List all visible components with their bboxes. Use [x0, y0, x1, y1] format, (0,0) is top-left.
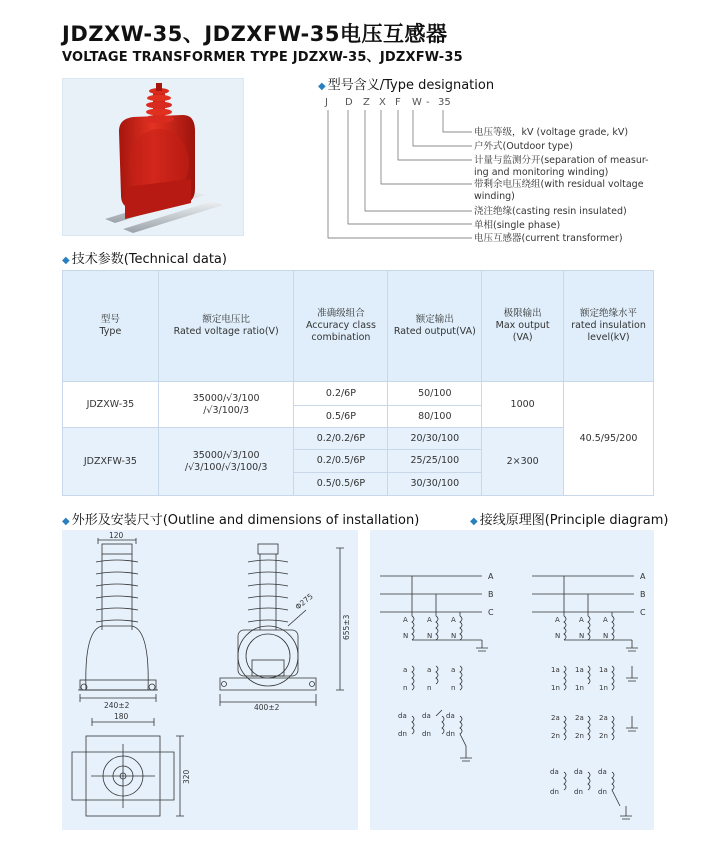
cell-ratio: 35000/√3/100 /√3/100/√3/100/3	[158, 428, 294, 496]
terminal-label: da	[550, 768, 559, 776]
terminal-label: N	[555, 632, 561, 640]
header-accuracy: 准确级组合 Accuracy class combination	[294, 271, 388, 382]
terminal-label: A	[451, 616, 456, 624]
terminal-label: dn	[574, 788, 583, 796]
cell-output: 80/100	[388, 406, 482, 428]
terminal-label: N	[427, 632, 433, 640]
dim-height: 655±3	[342, 614, 351, 640]
terminal-label: da	[422, 712, 431, 720]
terminal-label: 2a	[551, 714, 560, 722]
phase-label-c-right: C	[640, 608, 646, 617]
header-type: 型号 Type	[63, 271, 159, 382]
terminal-label: 2n	[599, 732, 608, 740]
terminal-label: n	[403, 684, 408, 692]
cell-max-output: 2×300	[482, 428, 564, 496]
terminal-label: 2n	[551, 732, 560, 740]
terminal-label: a	[403, 666, 408, 674]
code-letter: F	[395, 97, 401, 108]
terminal-label: A	[579, 616, 584, 624]
terminal-label: n	[427, 684, 432, 692]
header-output: 额定输出 Rated output(VA)	[388, 271, 482, 382]
terminal-label: a	[427, 666, 432, 674]
terminal-label: 1n	[551, 684, 560, 692]
terminal-label: dn	[446, 730, 455, 738]
dim-plan-width: 180	[114, 712, 129, 721]
terminal-label: 2a	[575, 714, 584, 722]
cell-output: 50/100	[388, 382, 482, 406]
designation-separation: 计量与监测分开(separation of measur- ing and monitoring winding)	[474, 155, 649, 178]
phase-label-a-right: A	[640, 572, 646, 581]
technical-data-table	[62, 270, 654, 496]
designation-residual: 带剩余电压绕组(with residual voltage winding)	[474, 179, 644, 202]
phase-label-b-right: B	[640, 590, 646, 599]
terminal-label: N	[403, 632, 409, 640]
terminal-label: dn	[550, 788, 559, 796]
header-max-output: 极限输出 Max output (VA)	[482, 271, 564, 382]
code-letter: J	[325, 97, 328, 108]
principle-drawing	[370, 530, 654, 830]
terminal-label: a	[451, 666, 456, 674]
principle-heading: ◆ 接线原理图(Principle diagram)	[470, 513, 669, 528]
terminal-label: N	[451, 632, 457, 640]
terminal-label: da	[598, 768, 607, 776]
cell-accuracy: 0.2/6P	[294, 382, 388, 406]
phase-label-c-left: C	[488, 608, 494, 617]
type-designation-heading: ◆ 型号含义/Type designation	[318, 78, 495, 93]
code-letter: Z	[363, 97, 370, 108]
phase-label-b-left: B	[488, 590, 494, 599]
terminal-label: A	[403, 616, 408, 624]
designation-casting: 浇注绝缘(casting resin insulated)	[474, 206, 627, 217]
outline-heading: ◆ 外形及安装尺寸(Outline and dimensions of installation)	[62, 513, 420, 528]
code-letter: 35	[438, 97, 451, 108]
terminal-label: A	[427, 616, 432, 624]
page-subtitle: VOLTAGE TRANSFORMER TYPE JDZXW-35、JDZXFW-35	[62, 50, 463, 65]
designation-voltage-grade: 电压等级，kV (voltage grade, kV)	[474, 127, 629, 138]
table-header-row	[63, 271, 654, 382]
cell-accuracy: 0.5/0.5/6P	[294, 473, 388, 496]
cell-output: 20/30/100	[388, 428, 482, 450]
terminal-label: 1n	[575, 684, 584, 692]
terminal-label: 1n	[599, 684, 608, 692]
terminal-label: dn	[598, 788, 607, 796]
terminal-label: 1a	[575, 666, 584, 674]
table-row	[63, 382, 654, 406]
terminal-label: A	[555, 616, 560, 624]
code-letter: W	[412, 97, 422, 108]
terminal-label: n	[451, 684, 456, 692]
cell-accuracy: 0.5/6P	[294, 406, 388, 428]
page-title: JDZXW-35、JDZXFW-35电压互感器	[62, 22, 448, 46]
dim-front-base: 400±2	[254, 703, 280, 712]
header-ratio: 额定电压比 Rated voltage ratio(V)	[158, 271, 294, 382]
cell-type: JDZXW-35	[63, 382, 159, 428]
terminal-label: 1a	[599, 666, 608, 674]
terminal-label: da	[398, 712, 407, 720]
cell-type: JDZXFW-35	[63, 428, 159, 496]
terminal-label: da	[446, 712, 455, 720]
outline-drawing	[62, 530, 358, 830]
dim-plan-height: 320	[182, 769, 191, 784]
cell-output: 30/30/100	[388, 473, 482, 496]
terminal-label: da	[574, 768, 583, 776]
terminal-label: dn	[422, 730, 431, 738]
terminal-label: 1a	[551, 666, 560, 674]
outline-panel	[62, 530, 358, 830]
cell-output: 25/25/100	[388, 450, 482, 473]
cell-ratio: 35000/√3/100 /√3/100/3	[158, 382, 294, 428]
dim-diameter: Φ275	[293, 591, 315, 612]
principle-panel	[370, 530, 654, 830]
designation-outdoor: 户外式(Outdoor type)	[474, 141, 573, 152]
terminal-label: 2a	[599, 714, 608, 722]
terminal-label: N	[579, 632, 585, 640]
dim-base-width: 240±2	[104, 701, 130, 710]
terminal-label: N	[603, 632, 609, 640]
dim-top-width: 120	[109, 531, 124, 540]
terminal-label: A	[603, 616, 608, 624]
cell-max-output: 1000	[482, 382, 564, 428]
designation-transformer: 电压互感器(current transformer)	[474, 233, 623, 244]
cell-accuracy: 0.2/0.5/6P	[294, 450, 388, 473]
terminal-label: 2n	[575, 732, 584, 740]
code-letter: -	[426, 97, 430, 108]
code-letter: D	[345, 97, 353, 108]
cell-insulation: 40.5/95/200	[564, 382, 654, 496]
type-leader-lines	[320, 108, 480, 248]
cell-accuracy: 0.2/0.2/6P	[294, 428, 388, 450]
terminal-label: dn	[398, 730, 407, 738]
designation-single-phase: 单相(single phase)	[474, 220, 561, 231]
phase-label-a-left: A	[488, 572, 494, 581]
product-photo	[62, 78, 244, 236]
technical-data-heading: ◆ 技术参数(Technical data)	[62, 252, 227, 267]
header-insulation: 额定绝缘水平 rated insulation level(kV)	[564, 271, 654, 382]
code-letter: X	[379, 97, 386, 108]
